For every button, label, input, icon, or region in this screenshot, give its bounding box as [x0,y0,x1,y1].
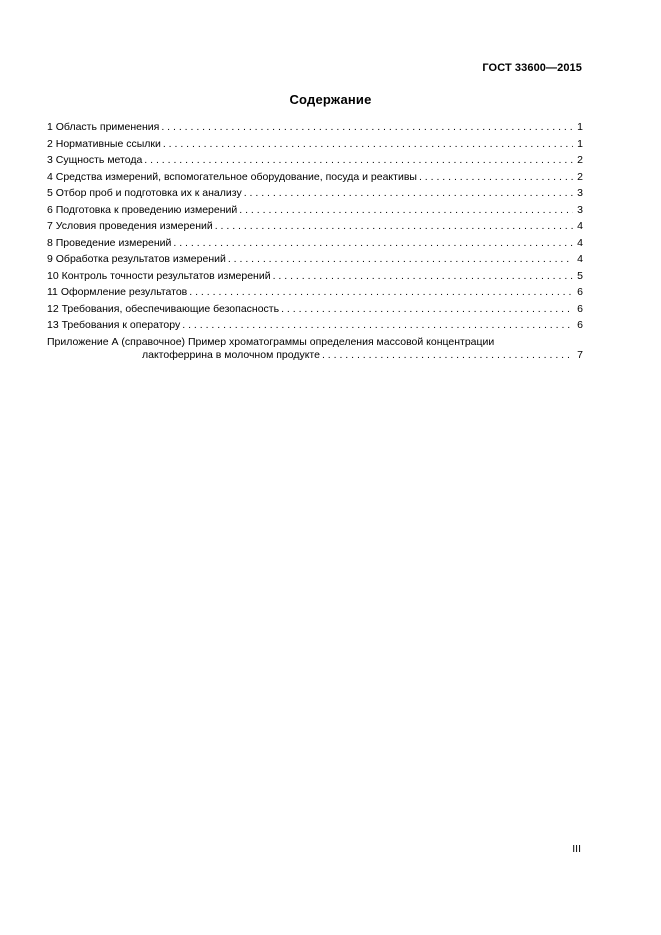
toc-entry-page: 2 [577,170,583,183]
toc-entry-11[interactable] [47,284,583,301]
toc-entry-8[interactable] [47,235,583,252]
toc-entry-label: 2 Нормативные ссылки [47,137,161,150]
toc-leader-dots [244,185,573,202]
toc-entry-7[interactable] [47,218,583,235]
toc-entry-label: 4 Средства измерений, вспомогательное оборудование, посуда и реактивы [47,170,417,183]
toc-entry-label: 5 Отбор проб и подготовка их к анализу [47,187,242,199]
toc-entry-page: 2 [577,154,583,166]
toc-leader-dots [163,136,573,153]
toc-entry-12[interactable] [47,301,583,318]
toc-appendix-title-line1: Приложение А (справочное) Пример хроматограммы определения массовой концентрации [47,335,495,348]
table-of-contents [47,119,583,362]
toc-entry-13[interactable] [47,317,583,334]
toc-leader-dots [161,119,573,136]
toc-appendix-line2 [47,349,583,362]
toc-entry-label: 13 Требования к оператору [47,319,181,331]
toc-entry-label: 6 Подготовка к проведению измерений [47,203,238,216]
toc-leader-dots [419,169,573,186]
toc-entry-label: 8 Проведение измерений [47,236,172,249]
toc-appendix-title-line2: лактоферрина в молочном продукте [142,348,320,361]
toc-entry-3[interactable] [47,152,583,169]
toc-entry-label: 9 Обработка результатов измерений [47,253,226,265]
toc-entry-page: 1 [577,121,583,133]
toc-title: Содержание [289,92,372,107]
toc-entry-2[interactable] [47,136,583,153]
toc-entry-6[interactable] [47,202,583,219]
toc-entry-label: 10 Контроль точности результатов измерений [47,269,271,282]
toc-entry-page: 3 [577,203,583,216]
toc-entry-4[interactable] [47,169,583,186]
toc-leader-dots [215,218,573,235]
toc-entry-page: 4 [577,253,583,265]
toc-entry-page: 5 [577,269,583,282]
toc-entry-page: 4 [577,220,583,232]
toc-entry-label: 1 Область применения [47,121,160,133]
toc-entry-label: 11 Оформление результатов [47,286,188,298]
toc-entry-page: 1 [577,137,583,150]
toc-entry-page: 3 [577,187,583,199]
toc-entry-page: 6 [577,319,583,331]
toc-entry-10[interactable] [47,268,583,285]
toc-entry-appendix-a[interactable] [47,336,583,362]
toc-entry-page: 4 [577,236,583,249]
toc-leader-dots [144,152,573,169]
toc-leader-dots [273,268,573,285]
toc-leader-dots [239,202,573,219]
toc-leader-dots [173,235,573,252]
toc-entry-page: 6 [577,302,583,315]
toc-entry-1[interactable] [47,119,583,136]
toc-leader-dots [322,349,573,362]
toc-entry-label: 7 Условия проведения измерений [47,220,213,232]
toc-leader-dots [182,317,573,334]
toc-leader-dots [281,301,573,318]
toc-entry-9[interactable] [47,251,583,268]
toc-entry-5[interactable] [47,185,583,202]
toc-leader-dots [189,284,573,301]
toc-entry-label: 3 Сущность метода [47,154,143,166]
toc-entry-page: 7 [577,348,583,361]
page-number: III [572,843,581,855]
toc-leader-dots [228,251,573,268]
toc-entry-page: 6 [577,286,583,298]
document-standard-header: ГОСТ 33600—2015 [482,62,582,74]
toc-entry-label: 12 Требования, обеспечивающие безопасность [47,302,280,315]
